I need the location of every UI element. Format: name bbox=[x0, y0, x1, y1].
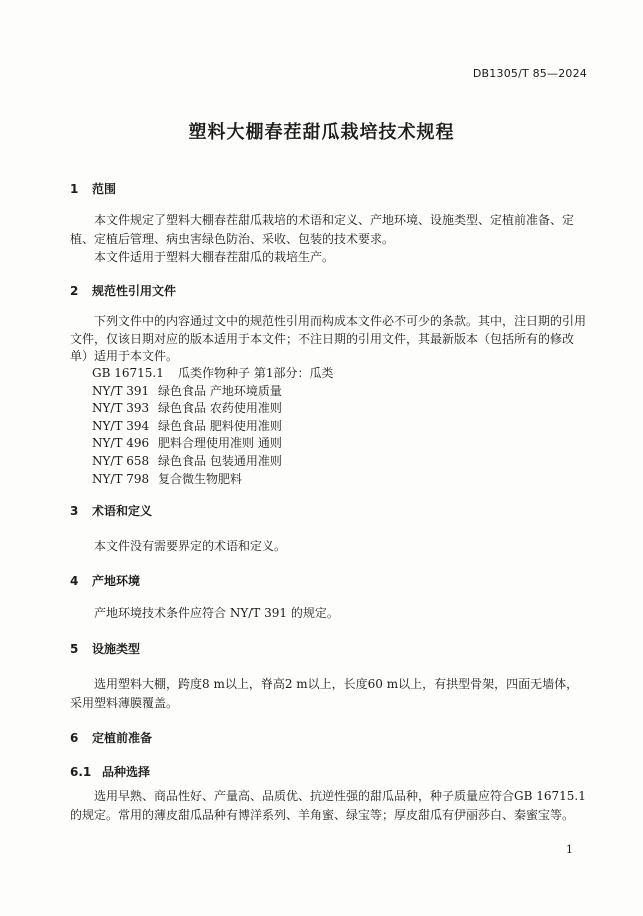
reference-item bbox=[92, 471, 333, 489]
section-heading-preparation bbox=[70, 729, 152, 746]
standard-title: 绿色食品 肥料使用准则 bbox=[158, 418, 282, 433]
standard-title: 瓜类作物种子 第1部分：瓜类 bbox=[178, 366, 334, 380]
standard-code: NY/T 394 bbox=[92, 418, 150, 433]
section-heading-scope bbox=[70, 180, 116, 197]
reference-item bbox=[92, 400, 333, 418]
reference-item bbox=[92, 383, 333, 401]
standard-title: 绿色食品 包装通用准则 bbox=[158, 453, 282, 468]
standard-code: NY/T 658 bbox=[92, 453, 150, 468]
section-title: 范围 bbox=[92, 182, 117, 196]
section-number: 6.1 bbox=[70, 764, 92, 779]
section-heading-facility-type bbox=[70, 640, 140, 657]
section-title: 术语和定义 bbox=[92, 504, 153, 518]
paragraph-text: 本文件规定了塑料大棚春茬甜瓜栽培的术语和定义、产地环境、设施类型、定植前准备、定植、定植后管理、病虫害绿色防治、采收、包装的技术要求。 bbox=[70, 213, 575, 246]
standard-title: 绿色食品 产地环境质量 bbox=[158, 383, 282, 398]
standard-code: GB 16715.1 bbox=[92, 366, 164, 380]
section-number: 1 bbox=[70, 181, 79, 196]
standard-title: 肥料合理使用准则 通则 bbox=[158, 436, 282, 451]
section-heading-terms bbox=[70, 502, 152, 519]
subsection-heading-variety-selection bbox=[70, 763, 150, 780]
paragraph bbox=[70, 313, 590, 366]
reference-item bbox=[92, 365, 333, 383]
section-heading-environment bbox=[70, 572, 140, 589]
section-number: 3 bbox=[70, 503, 79, 518]
document-title: 塑料大棚春茬甜瓜栽培技术规程 bbox=[188, 122, 455, 143]
reference-item bbox=[92, 418, 333, 436]
paragraph-text: 本文件没有需要界定的术语和定义。 bbox=[94, 539, 287, 553]
document-code: DB1305/T 85—2024 bbox=[472, 67, 587, 80]
standard-title: 绿色食品 农药使用准则 bbox=[158, 401, 282, 416]
paragraph bbox=[70, 675, 590, 713]
paragraph bbox=[70, 211, 590, 249]
section-number: 5 bbox=[70, 641, 79, 656]
paragraph-text: 选用早熟、商品性好、产量高、品质优、抗逆性强的甜瓜品种，种子质量应符合GB 16715.1的规定。常用的薄皮甜瓜品种有博洋系列、羊角蜜、绿宝等；厚皮甜瓜有伊丽莎白、秦蜜宝等。 bbox=[70, 789, 586, 822]
section-title: 规范性引用文件 bbox=[92, 284, 177, 298]
standard-code: NY/T 393 bbox=[92, 401, 150, 416]
standard-code: NY/T 391 bbox=[92, 383, 150, 398]
reference-item bbox=[92, 435, 333, 453]
section-number: 2 bbox=[70, 283, 79, 298]
standard-title: 复合微生物肥料 bbox=[158, 471, 243, 486]
paragraph-text: 产地环境技术条件应符合 NY/T 391 的规定。 bbox=[94, 606, 339, 620]
paragraph-text: 本文件适用于塑料大棚春茬甜瓜的栽培生产。 bbox=[94, 250, 335, 264]
reference-list bbox=[92, 365, 333, 488]
paragraph bbox=[70, 787, 590, 825]
page-number: 1 bbox=[566, 843, 573, 856]
section-title: 设施类型 bbox=[92, 642, 141, 656]
paragraph-text: 选用塑料大棚，跨度8 m以上，脊高2 m以上，长度60 m以上，有拱型骨架，四面无墙体，采用塑料薄膜覆盖。 bbox=[70, 677, 579, 710]
section-title: 品种选择 bbox=[102, 765, 151, 779]
standard-code: NY/T 798 bbox=[92, 471, 150, 486]
paragraph-text: 下列文件中的内容通过文中的规范性引用而构成本文件必不可少的条款。其中，注日期的引用文件，仅该日期对应的版本适用于本文件；不注日期的引用文件，其最新版本（包括所有的修改单）适用于本文件。 bbox=[70, 314, 587, 363]
reference-item bbox=[92, 453, 333, 471]
paragraph bbox=[70, 537, 590, 556]
section-title: 产地环境 bbox=[92, 574, 141, 588]
standard-code: NY/T 496 bbox=[92, 436, 150, 451]
section-number: 4 bbox=[70, 573, 79, 588]
section-heading-normative-references bbox=[70, 282, 176, 299]
section-title: 定植前准备 bbox=[92, 731, 153, 745]
section-number: 6 bbox=[70, 730, 79, 745]
paragraph bbox=[70, 604, 590, 623]
paragraph bbox=[70, 248, 590, 267]
